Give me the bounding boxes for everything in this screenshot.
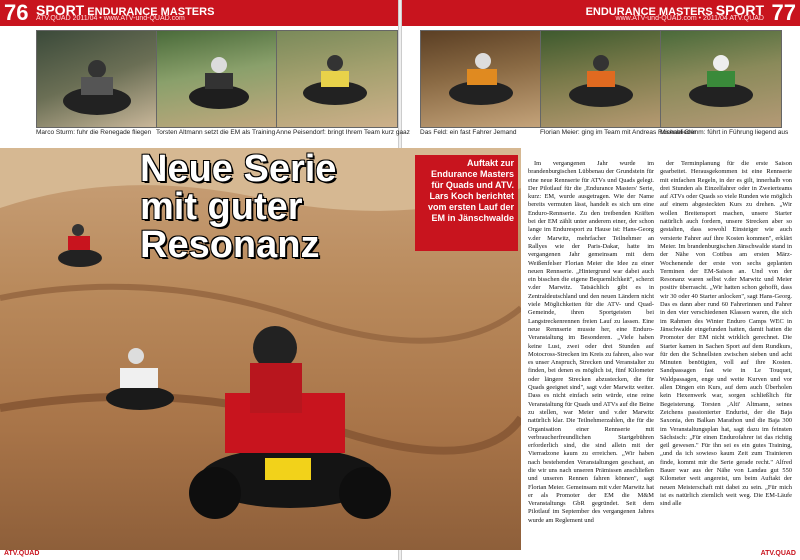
photo-caption-6: Michael Grimm: führt in Führung liegend aus (660, 129, 789, 136)
quad-rider-icon (421, 31, 541, 127)
photo-strip (0, 30, 800, 142)
quad-rider-mid-icon (106, 348, 174, 410)
photo-quad-2 (156, 30, 278, 128)
headline (140, 150, 400, 264)
left-header-bar (0, 0, 398, 26)
footer-logo-left: ATV.QUAD (4, 550, 40, 557)
headline-line-2: mit guter (140, 186, 303, 228)
footer-logo-right: ATV.QUAD (760, 550, 796, 557)
photo-caption-4: Das Feld: ein fast Fahrer Jemand (420, 129, 517, 136)
issue-line-right: www.ATV-und-QUAD.com • 2011/04 ATV.QUAD (615, 15, 764, 22)
body-text-1: Im vergangenen Jahr wurde im brandenburgischen Lübbenau der Grundstein für eine neue Rennserie für ATVs und Quads gelegt. Der Pilotlauf für die ‚Endurance Masters' Serie, kurz: EM, wurde ausgetragen. Wie der Name bereits vermuten lässt, handelt es sich um eine Enduro-Rennserie. Zu den treibenden Kräften bei der EM zählt unter anderem einer, der schon lange im Enduresport zu Hause ist: Hans-Georg v.der Marwitz, mehrfacher Teilnehmer an Rallyes wie der Paris-Dakar, hatte im vergangenen Jahr gemeinsam mit dem Weißenfelser Florian Meier die Idee zu einer neuen Rennserie. „Hintergrund war dabei auch ein bisschen die eigene Bequemlichkeit", scherzt v.der Marwitz. Tatsächlich gibt es in Zentraldeutschland und den neuen Ländern nicht viele Möglichkeiten für die ATV- und Quad-Gemeinde, ihren Sportgeisten bei Langstreckenrennen freien Lauf zu lassen. Eine neue Rennserie musste her, eine Enduro-Veranstaltung im Besonderen. „Viele haben keine Lust, zwei oder drei Stunden auf Motocross-Strecken im Kreis zu fahren, also war es unser Anspruch, Strecken und Veranstalter zu finden, bei denen es möglich ist, fünf Kilometer oder längere Strecken abzustecken, die für Quads geeignet sind", sagt v.der Marwitz weiter. Dass es nicht einfach sein würde, eine reine Veranstaltung für Quads und ATVs auf die Beine zu stellen, war Meier und v.der Marwitz natürlich klar. Die Teilnehmerzahlen, die für die Organisation einer Rennserie mit verbraucherfreundlichen Startgebühren erforderlich sind, die sind allein mit der Vierradzone kaum zu erreichen. „Wir haben nach bestehenden Veranstaltungen geschaut, an die wir uns nach unseren Prämissen anschließen und unseren Rennen fahren können", sagt Florian Meier. Gemeinsam mit v.der Marwitz hat er als Promoter der EM die M&M Veranstaltungs GbR gegründet. Seit dem Pilotlauf im September des vergangenen Jahres wurde am Reglement und (528, 160, 654, 524)
photo-quad-3 (276, 30, 398, 128)
page-number-left: 76 (4, 0, 29, 25)
teaser-box: Auftakt zur Endurance Masters für Quads und ATV. Lars Koch berichtet vom ersten Lauf der EM in Jänschwalde (415, 155, 518, 251)
quad-rider-icon (661, 31, 781, 127)
quad-rider-icon (157, 31, 277, 127)
body-text-2: der Terminplanung für die erste Saison gearbeitet. Herausgekommen ist eine Rennserie mit einfachen Regeln, in der es gilt, innerhalb von drei Stunden als Einzelfahrer oder in Zweierteams auf ATVs oder Quads so viele Runden wie möglich auf einem abgesteckten Kurs zu drehen. „Wir wollen Breitensport machen, unsere Starter natürlich auch fordern, unsere Strecken aber so gestalten, dass sowohl Einsteiger wie auch versierte Fahrer auf ihre Kosten kommen", erklärt Meier. Im brandenburgischen Jänschwalde stand in der Nähe von Cottbus am ersten März-Wochenende der erste von sechs geplanten Terminen der EM-Saison an. Und von der Resonanz waren selbst v.der Marwitz und Meier positiv überrascht. „Wir hatten schon gehofft, dass wir 30 oder 40 Starter anlocken", sagt Hans-Georg. Das es dann aber rund 60 Fahrerinnen und Fahrer in den vier verschiedenen Klassen waren, die sich im Rahmen des Winter Enduro Camps WEC in Jänschwalde eingefunden hatten, damit hatten die Promoter der EM nicht wirklich gerechnet. Die Starter kamen in Sachen Sport auf dem Rundkurs, für den die Schnellsten zwischen sieben und acht Minuten benötigten, voll auf ihre Kosten. Sandpassagen fast wie in Le Touquet, Waldpassagen, enge und weite Kurven und vor allen Dingen ein Kurs, auf dem auch Überholen kein Hexenwerk war, sorgen schließlich für Begeisterung. Torsten ‚Alti' Altmann, seines Zeichens passionierter Endurist, der die Baja Saxonia, den Balkan Marathon und die Baja 300 im Veranstaltungsplan hat, sagt dazu im feinsten Sächsisch: „Für einen Endurofahrer ist das richtig geil gewesen." Für ihn sei es ein gutes Training, „und da ich sowieso kaum Zeit zum Trainieren finde, kommt mir die Serie gerade recht." Alfred Bauer war aus der Nähe von Landau gut 550 Kilometer weit angereist, um beim Auftakt der neuen Meisterschaft mit dabei zu sein. „Für mich ist es natürlich ziemlich weit weg. Die EM-Läufe sind alle (660, 160, 792, 508)
photo-quad-6 (660, 30, 782, 128)
photo-caption-2: Torsten Altmann setzt die EM als Training (156, 129, 276, 136)
photo-quad-5 (540, 30, 662, 128)
headline-line-1: Neue Serie (140, 148, 337, 190)
section-name-right: ENDURANCE MASTERS (585, 6, 713, 18)
issue-line-left: ATV.QUAD 2011/04 • www.ATV-und-QUAD.com (36, 15, 185, 22)
photo-caption-3: Anne Peisendorf: bringt Ihrem Team kurz gaaz (276, 129, 410, 136)
quad-rider-main-icon (189, 326, 391, 519)
photo-caption-5: Florian Meier: ging im Team mit Andreas Rosenblieder (540, 129, 697, 136)
section-name-left: ENDURANCE MASTERS (87, 6, 215, 18)
quad-rider-far-icon (58, 224, 102, 267)
headline-line-3: Resonanz (140, 224, 320, 266)
page-number-right: 77 (771, 0, 796, 25)
quad-rider-icon (277, 31, 397, 127)
section-bold-right: SPORT (715, 2, 764, 18)
photo-quad-4 (420, 30, 542, 128)
photo-caption-1: Marco Sturm: fuhr die Renegade fliegen (36, 129, 152, 136)
quad-rider-icon (37, 31, 157, 127)
photo-quad-1 (36, 30, 158, 128)
section-bold-left: SPORT (36, 2, 85, 18)
body-column-1 (528, 160, 654, 552)
right-header-bar (402, 0, 800, 26)
quad-rider-icon (541, 31, 661, 127)
body-column-2 (660, 160, 792, 552)
